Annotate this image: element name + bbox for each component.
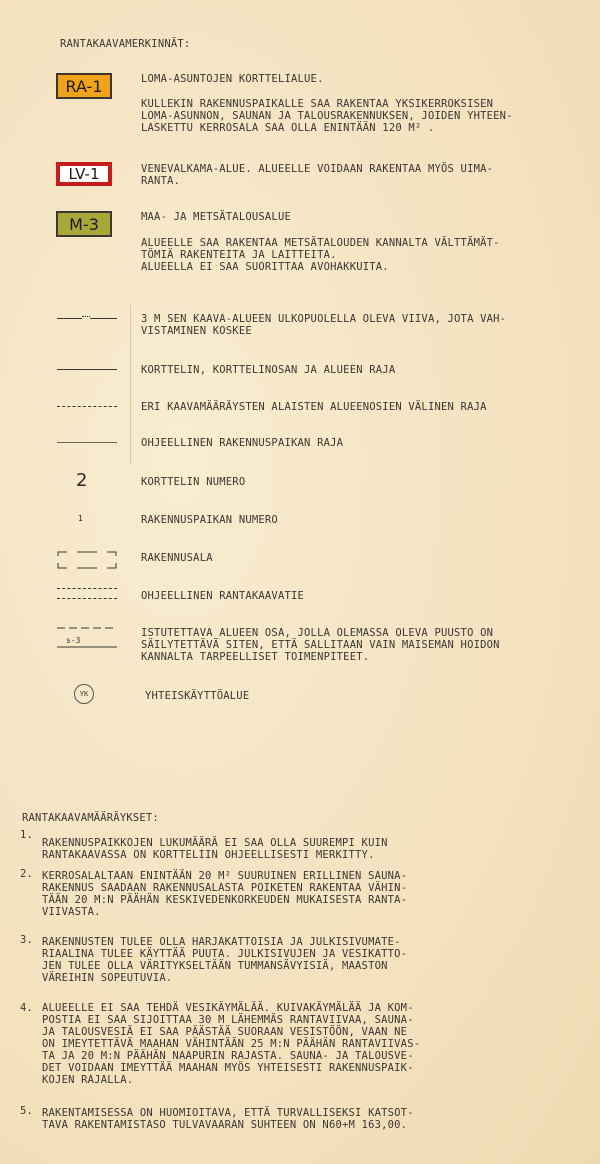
zone-boundary-line-symbol [57,406,117,407]
m3-symbol: M-3 [56,211,112,237]
rule-3-number: 3. [20,934,34,946]
building-area-label: RAKENNUSALA [141,552,213,564]
rule-1-number: 1. [20,829,34,841]
common-area-symbol: YK [74,684,94,704]
rule-4-text: ALUEELLE EI SAA TEHDÄ VESIKÄYMÄLÄÄ. KUIVAKÄYMÄLÄÄ JA KOM- POSTIA EI SAA SIJOITTAA 30 M LÄHEMMÄS RANTAVIIVAA, SAUNA- JA TALOUSVESIÄ EI SAA PÄÄSTÄÄ SUORAAN VESISTÖÖN, VAAN NE ON IMEYTETTÄVÄ MAAHAN VÄHINTÄÄN 25 M:N PÄÄHÄN RANTAVIIVAS- TA JA 20 M:N PÄÄHÄN NAAPURIN RAJASTA. SAUNA- JA TALOUSVE- DET VOIDAAN IMEYTTÄÄ MAAHAN MYÖS YHTEISESTI RAKENNUSPAIK- KOJEN RAJALLA. [42,1002,421,1086]
building-area-symbol [57,551,117,569]
ra1-symbol: RA-1 [56,73,112,99]
ra1-description: KULLEKIN RAKENNUSPAIKALLE SAA RAKENTAA YKSIKERROKSISEN LOMA-ASUNNON, SAUNAN JA TALOUSRAKENNUKSEN, JOIDEN YHTEEN- LASKETTU KERROSALA SAA OLLA ENINTÄÄN 120 M² . [141,98,513,134]
lv1-symbol: LV-1 [56,162,112,186]
legend-divider [130,305,131,465]
rule-2-text: KERROSALALTAAN ENINTÄÄN 20 M² SUURUINEN ERILLINEN SAUNA- RAKENNUS SAADAAN RAKENNUSALASTA POIKETEN RAKENTAA VÄHIN- TÄÄN 20 M:N PÄÄHÄN KESKIVEDENKORKEUDEN MUKAISESTA RANTA- VIIVASTA. [42,870,408,918]
rule-3-text: RAKENNUSTEN TULEE OLLA HARJAKATTOISIA JA JULKISIVUMATE- RIAALINA TULEE KÄYTTÄÄ PUUTA. JULKISIVUJEN JA VESIKATTO- JEN TULEE OLLA VÄRITYKSELTÄÄN TUMMANSÄVYISIÄ, MAASTON VÄREIHIN SOPEUTUVIA. [42,936,408,984]
plan-boundary-line-dots [82,316,90,320]
rule-5-number: 5. [20,1105,34,1117]
road-label: OHJEELLINEN RANTAKAAVATIE [141,590,305,602]
rule-1-text: RAKENNUSPAIKKOJEN LUKUMÄÄRÄ EI SAA OLLA SUUREMPI KUIN RANTAKAAVASSA ON KORTTELIIN OHJEELLISESTI MERKITTY. [42,837,388,861]
road-symbol-top [57,588,117,589]
block-boundary-line-label: KORTTELIN, KORTTELINOSAN JA ALUEEN RAJA [141,364,396,376]
m3-name: MAA- JA METSÄTALOUSALUE [141,211,291,223]
plot-boundary-line-label: OHJEELLINEN RAKENNUSPAIKAN RAJA [141,437,344,449]
rule-2-number: 2. [20,868,34,880]
block-number-symbol: 2 [76,470,88,491]
block-number-label: KORTTELIN NUMERO [141,476,246,488]
lv1-description: VENEVALKAMA-ALUE. ALUEELLE VOIDAAN RAKENTAA MYÖS UIMA- RANTA. [141,163,494,187]
plot-boundary-line-symbol [57,442,117,443]
block-boundary-line-symbol [57,369,117,370]
common-area-label: YHTEISKÄYTTÖALUE [145,690,250,702]
rule-4-number: 4. [20,1002,34,1014]
m3-description: ALUEELLE SAA RAKENTAA METSÄTALOUDEN KANNALTA VÄLTTÄMÄT- TÖMIÄ RAKENTEITA JA LAITTEITA. ALUEELLA EI SAA SUORITTAA AVOHAKKUITA. [141,237,500,273]
planted-area-code: s-3 [66,636,81,645]
plot-number-symbol: 1 [78,514,84,523]
ra1-name: LOMA-ASUNTOJEN KORTTELIALUE. [141,73,324,85]
rules-title: RANTAKAAVAMÄÄRÄYKSET: [22,812,159,824]
zone-boundary-line-label: ERI KAAVAMÄÄRÄYSTEN ALAISTEN ALUEENOSIEN VÄLINEN RAJA [141,401,487,413]
road-symbol-bottom [57,598,117,599]
planted-area-description: ISTUTETTAVA ALUEEN OSA, JOLLA OLEMASSA OLEVA PUUSTO ON SÄILYTETTÄVÄ SITEN, ETTÄ SALLITAAN VAIN MAISEMAN HOIDON KANNALTA TARPEELLISET TOIMENPITEET. [141,627,500,663]
plot-number-label: RAKENNUSPAIKAN NUMERO [141,514,278,526]
plan-boundary-line-label: 3 M SEN KAAVA-ALUEEN ULKOPUOLELLA OLEVA VIIVA, JOTA VAH- VISTAMINEN KOSKEE [141,313,507,337]
rule-5-text: RAKENTAMISESSA ON HUOMIOITAVA, ETTÄ TURVALLISEKSI KATSOT- TAVA RAKENTAMISTASO TULVAVAARAN SUHTEEN ON N60+M 163,00. [42,1107,414,1131]
legend-title: RANTAKAAVAMERKINNÄT: [60,38,191,50]
